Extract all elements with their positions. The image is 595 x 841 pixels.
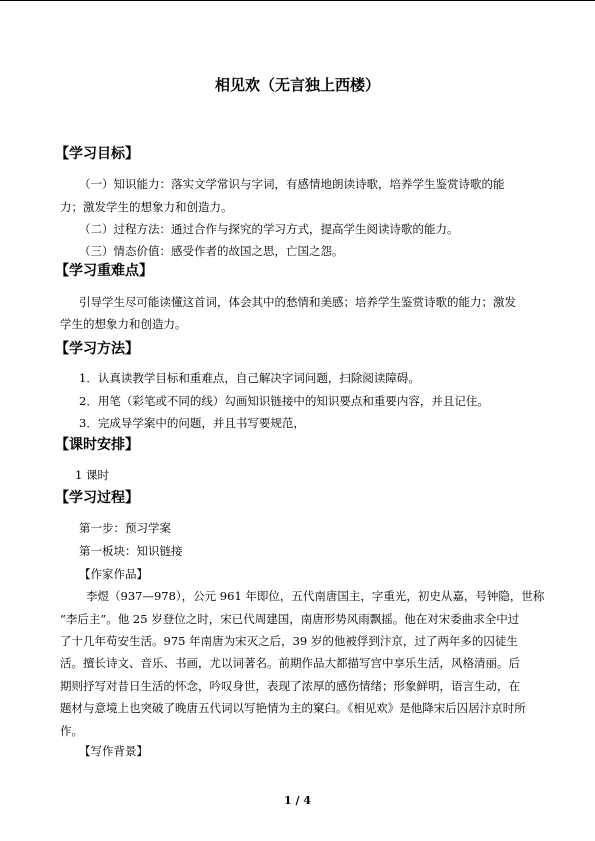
header-rule — [0, 0, 595, 1]
works-line: “李后主”。他 25 岁登位之时，宋已代周建国，南唐形势风雨飘摇。他在对宋委曲求全中过 — [60, 612, 520, 626]
process-block: 第一板块：知识链接 — [79, 544, 183, 558]
process-step: 第一步：预习学案 — [79, 521, 171, 535]
heading-methods: 【学习方法】 — [55, 341, 139, 357]
goals-line: （三）情态价值：感受作者的故国之思，亡国之怨。 — [79, 244, 344, 258]
goals-line: （一）知识能力：落实文学常识与字词，有感情地朗读诗歌，培养学生鉴赏诗歌的能 — [79, 177, 505, 191]
goals-line: （二）过程方法：通过合作与探究的学习方式，提高学生阅读诗歌的能力。 — [79, 222, 459, 236]
works-line: 了十几年苟安生活。975 年南唐为宋灭之后，39 岁的他被俘到汴京，过了两年多的囚徒生 — [60, 634, 518, 648]
works-line: 题材与意境上也突破了晚唐五代词以写艳情为主的窠臼。《相见欢》是他降宋后囚居汴京时所 — [60, 701, 526, 715]
methods-line: 1．认真读教学目标和重难点，自己解决字词问题，扫除阅读障碍。 — [79, 371, 420, 385]
works-line: 作。 — [60, 724, 83, 738]
heading-schedule: 【课时安排】 — [55, 437, 139, 453]
background-label: 【写作背景】 — [79, 744, 148, 758]
works-line: 活。擅长诗文、音乐、书画，尤以词著名。前期作品大都描写宫中享乐生活，风格清丽。后 — [60, 656, 520, 670]
works-line: 李煜（937—978），公元 961 年即位，五代南唐国主，字重光，初史从嘉，号钟隐，世称 — [86, 589, 545, 603]
keypoints-line: 引导学生尽可能读懂这首词，体会其中的愁情和美感；培养学生鉴赏诗歌的能力；激发 — [79, 295, 516, 309]
methods-line: 2．用笔（彩笔或不同的线）勾画知识链接中的知识要点和重要内容，并且记住。 — [79, 394, 489, 408]
goals-line: 力；激发学生的想象力和创造力。 — [60, 200, 233, 214]
heading-process: 【学习过程】 — [55, 490, 139, 506]
works-label: 【作家作品】 — [79, 567, 148, 581]
keypoints-line: 学生的想象力和创造力。 — [60, 317, 187, 331]
page-title: 相见欢（无言独上西楼） — [214, 76, 380, 94]
heading-keypoints: 【学习重难点】 — [55, 263, 153, 279]
page-number: 1 / 4 — [284, 794, 311, 807]
works-line: 期则抒写对昔日生活的怀念，吟叹身世，表现了浓厚的感伤情绪；形象鲜明，语言生动，在 — [60, 679, 520, 693]
schedule-text: 1 课时 — [75, 468, 109, 482]
heading-goals: 【学习目标】 — [55, 146, 139, 162]
methods-line: 3．完成导学案中的问题，并且书写要规范， — [79, 416, 305, 430]
